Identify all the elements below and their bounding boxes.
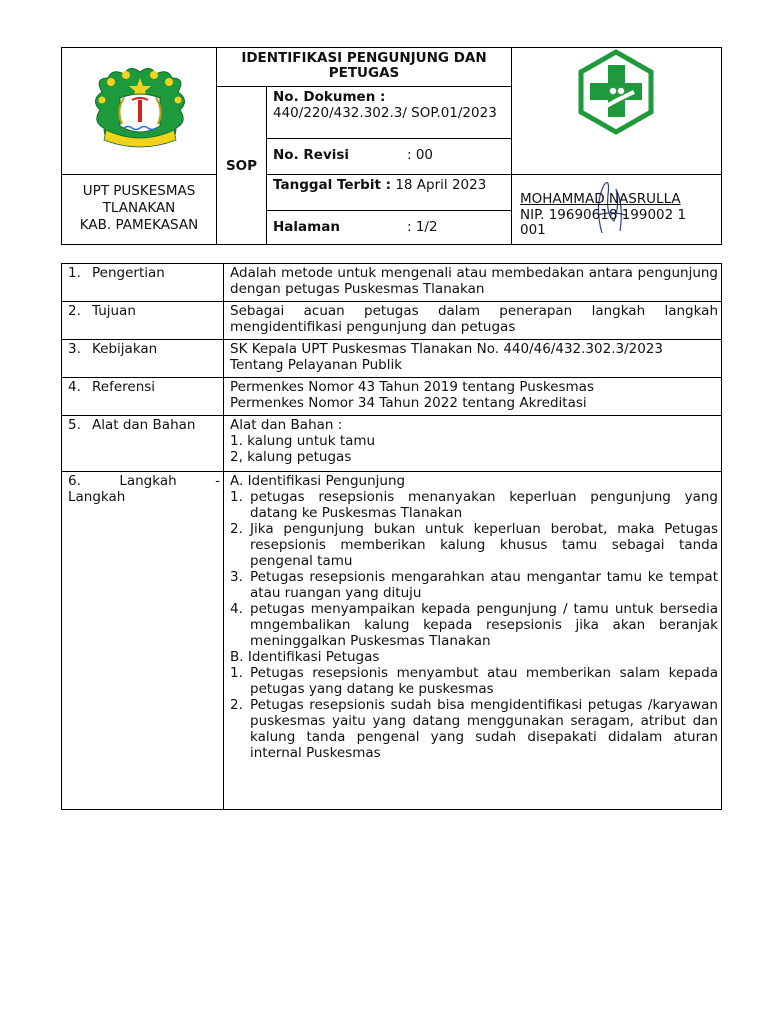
page-number <box>267 211 512 244</box>
revision-label: No. Revisi <box>273 147 350 163</box>
section-text: Sebagai acuan petugas dalam penerapan langkah langkah mengidentifikasi pengunjung dan petugas <box>224 302 722 340</box>
table-row <box>62 302 722 340</box>
table-row <box>62 264 722 302</box>
issue-date <box>267 175 512 211</box>
section-label-part: Langkah <box>119 473 177 489</box>
sop-label: SOP <box>217 87 267 244</box>
table-row <box>62 340 722 378</box>
list-item: 1. Petugas resepsionis menyambut atau memberikan salam kepada petugas yang datang ke puskesmas <box>230 665 718 697</box>
issue-value: 18 April 2023 <box>395 177 487 193</box>
doc-no-value: 440/220/432.302.3/ SOP.01/2023 <box>273 105 497 121</box>
section-number: 6. <box>68 473 81 489</box>
organization-name <box>62 175 217 244</box>
reference-line: Permenkes Nomor 43 Tahun 2019 tentang Puskesmas <box>230 379 594 395</box>
org-line-1: UPT PUSKESMAS <box>82 183 196 199</box>
revision-value: : 00 <box>407 147 434 163</box>
section-number: 5. <box>68 417 81 433</box>
org-line-2: TLANAKAN <box>102 200 176 216</box>
step-list <box>230 665 718 761</box>
step-list <box>230 489 718 649</box>
table-row <box>62 378 722 416</box>
regency-logo-cell <box>62 48 217 175</box>
issue-label: Tanggal Terbit : <box>273 177 392 193</box>
section-number: 2. <box>68 303 81 319</box>
step-group-title: A. Identifikasi Pengunjung <box>230 473 406 489</box>
puskesmas-logo-cell <box>512 48 721 175</box>
doc-no-label: No. Dokumen : <box>273 89 386 105</box>
section-label: Referensi <box>92 379 156 395</box>
org-line-3: KAB. PAMEKASAN <box>79 217 199 233</box>
material-line: Alat dan Bahan : <box>230 417 343 433</box>
list-item: 1. petugas resepsionis menanyakan keperluan pengunjung yang datang ke Puskesmas Tlanakan <box>230 489 718 521</box>
section-number: 3. <box>68 341 81 357</box>
document-title: IDENTIFIKASI PENGUNJUNG DAN PETUGAS <box>217 48 512 87</box>
material-line: 1. kalung untuk tamu <box>230 433 376 449</box>
sop-content-table <box>61 263 722 810</box>
puskesmas-logo-icon <box>512 48 721 175</box>
page-value: : 1/2 <box>407 219 438 235</box>
material-line: 2, kalung petugas <box>230 449 352 465</box>
signer-name: MOHAMMAD NASRULLA <box>520 191 681 207</box>
table-row <box>62 472 722 810</box>
section-label: Kebijakan <box>92 341 158 357</box>
step-group-title: B. Identifikasi Petugas <box>230 649 380 665</box>
section-label: Alat dan Bahan <box>92 417 196 433</box>
section-number: 4. <box>68 379 81 395</box>
page-label: Halaman <box>273 219 340 235</box>
revision-number <box>267 139 512 175</box>
list-item: 2. Jika pengunjung bukan untuk keperluan berobat, maka Petugas resepsionis memberikan kalung khusus tamu sebagai tanda pengenal tamu <box>230 521 718 569</box>
signer-nip: NIP. 19690618 199002 1 001 <box>520 207 687 238</box>
list-item: 2. Petugas resepsionis sudah bisa mengidentifikasi petugas /karyawan puskesmas yaitu yang datang menggunakan seragam, atribut dan kalung tanda pengenal yang sudah disepakati didalam aturan internal Puskesmas <box>230 697 718 761</box>
section-number: 1. <box>68 265 81 281</box>
section-text: SK Kepala UPT Puskesmas Tlanakan No. 440/46/432.302.3/2023 Tentang Pelayanan Publik <box>224 340 722 378</box>
sop-header <box>61 47 722 245</box>
signature-block <box>512 175 721 244</box>
section-text: Adalah metode untuk mengenali atau membedakan antara pengunjung dengan petugas Puskesmas Tlanakan <box>224 264 722 302</box>
reference-line: Permenkes Nomor 34 Tahun 2022 tentang Akreditasi <box>230 395 587 411</box>
pamekasan-emblem-icon <box>62 48 217 175</box>
section-label-dash: - <box>215 473 220 489</box>
list-item: 4. petugas menyampaikan kepada pengunjung / tamu untuk bersedia mngembalikan kalung kepada resepsionis jika akan beranjak meninggalkan Puskesmas Tlanakan <box>230 601 718 649</box>
section-label: Tujuan <box>92 303 136 319</box>
list-item: 3. Petugas resepsionis mengarahkan atau mengantar tamu ke tempat atau ruangan yang dituju <box>230 569 718 601</box>
table-row <box>62 416 722 472</box>
section-label-part: Langkah <box>68 489 126 505</box>
document-number <box>267 87 512 139</box>
section-label: Pengertian <box>92 265 165 281</box>
